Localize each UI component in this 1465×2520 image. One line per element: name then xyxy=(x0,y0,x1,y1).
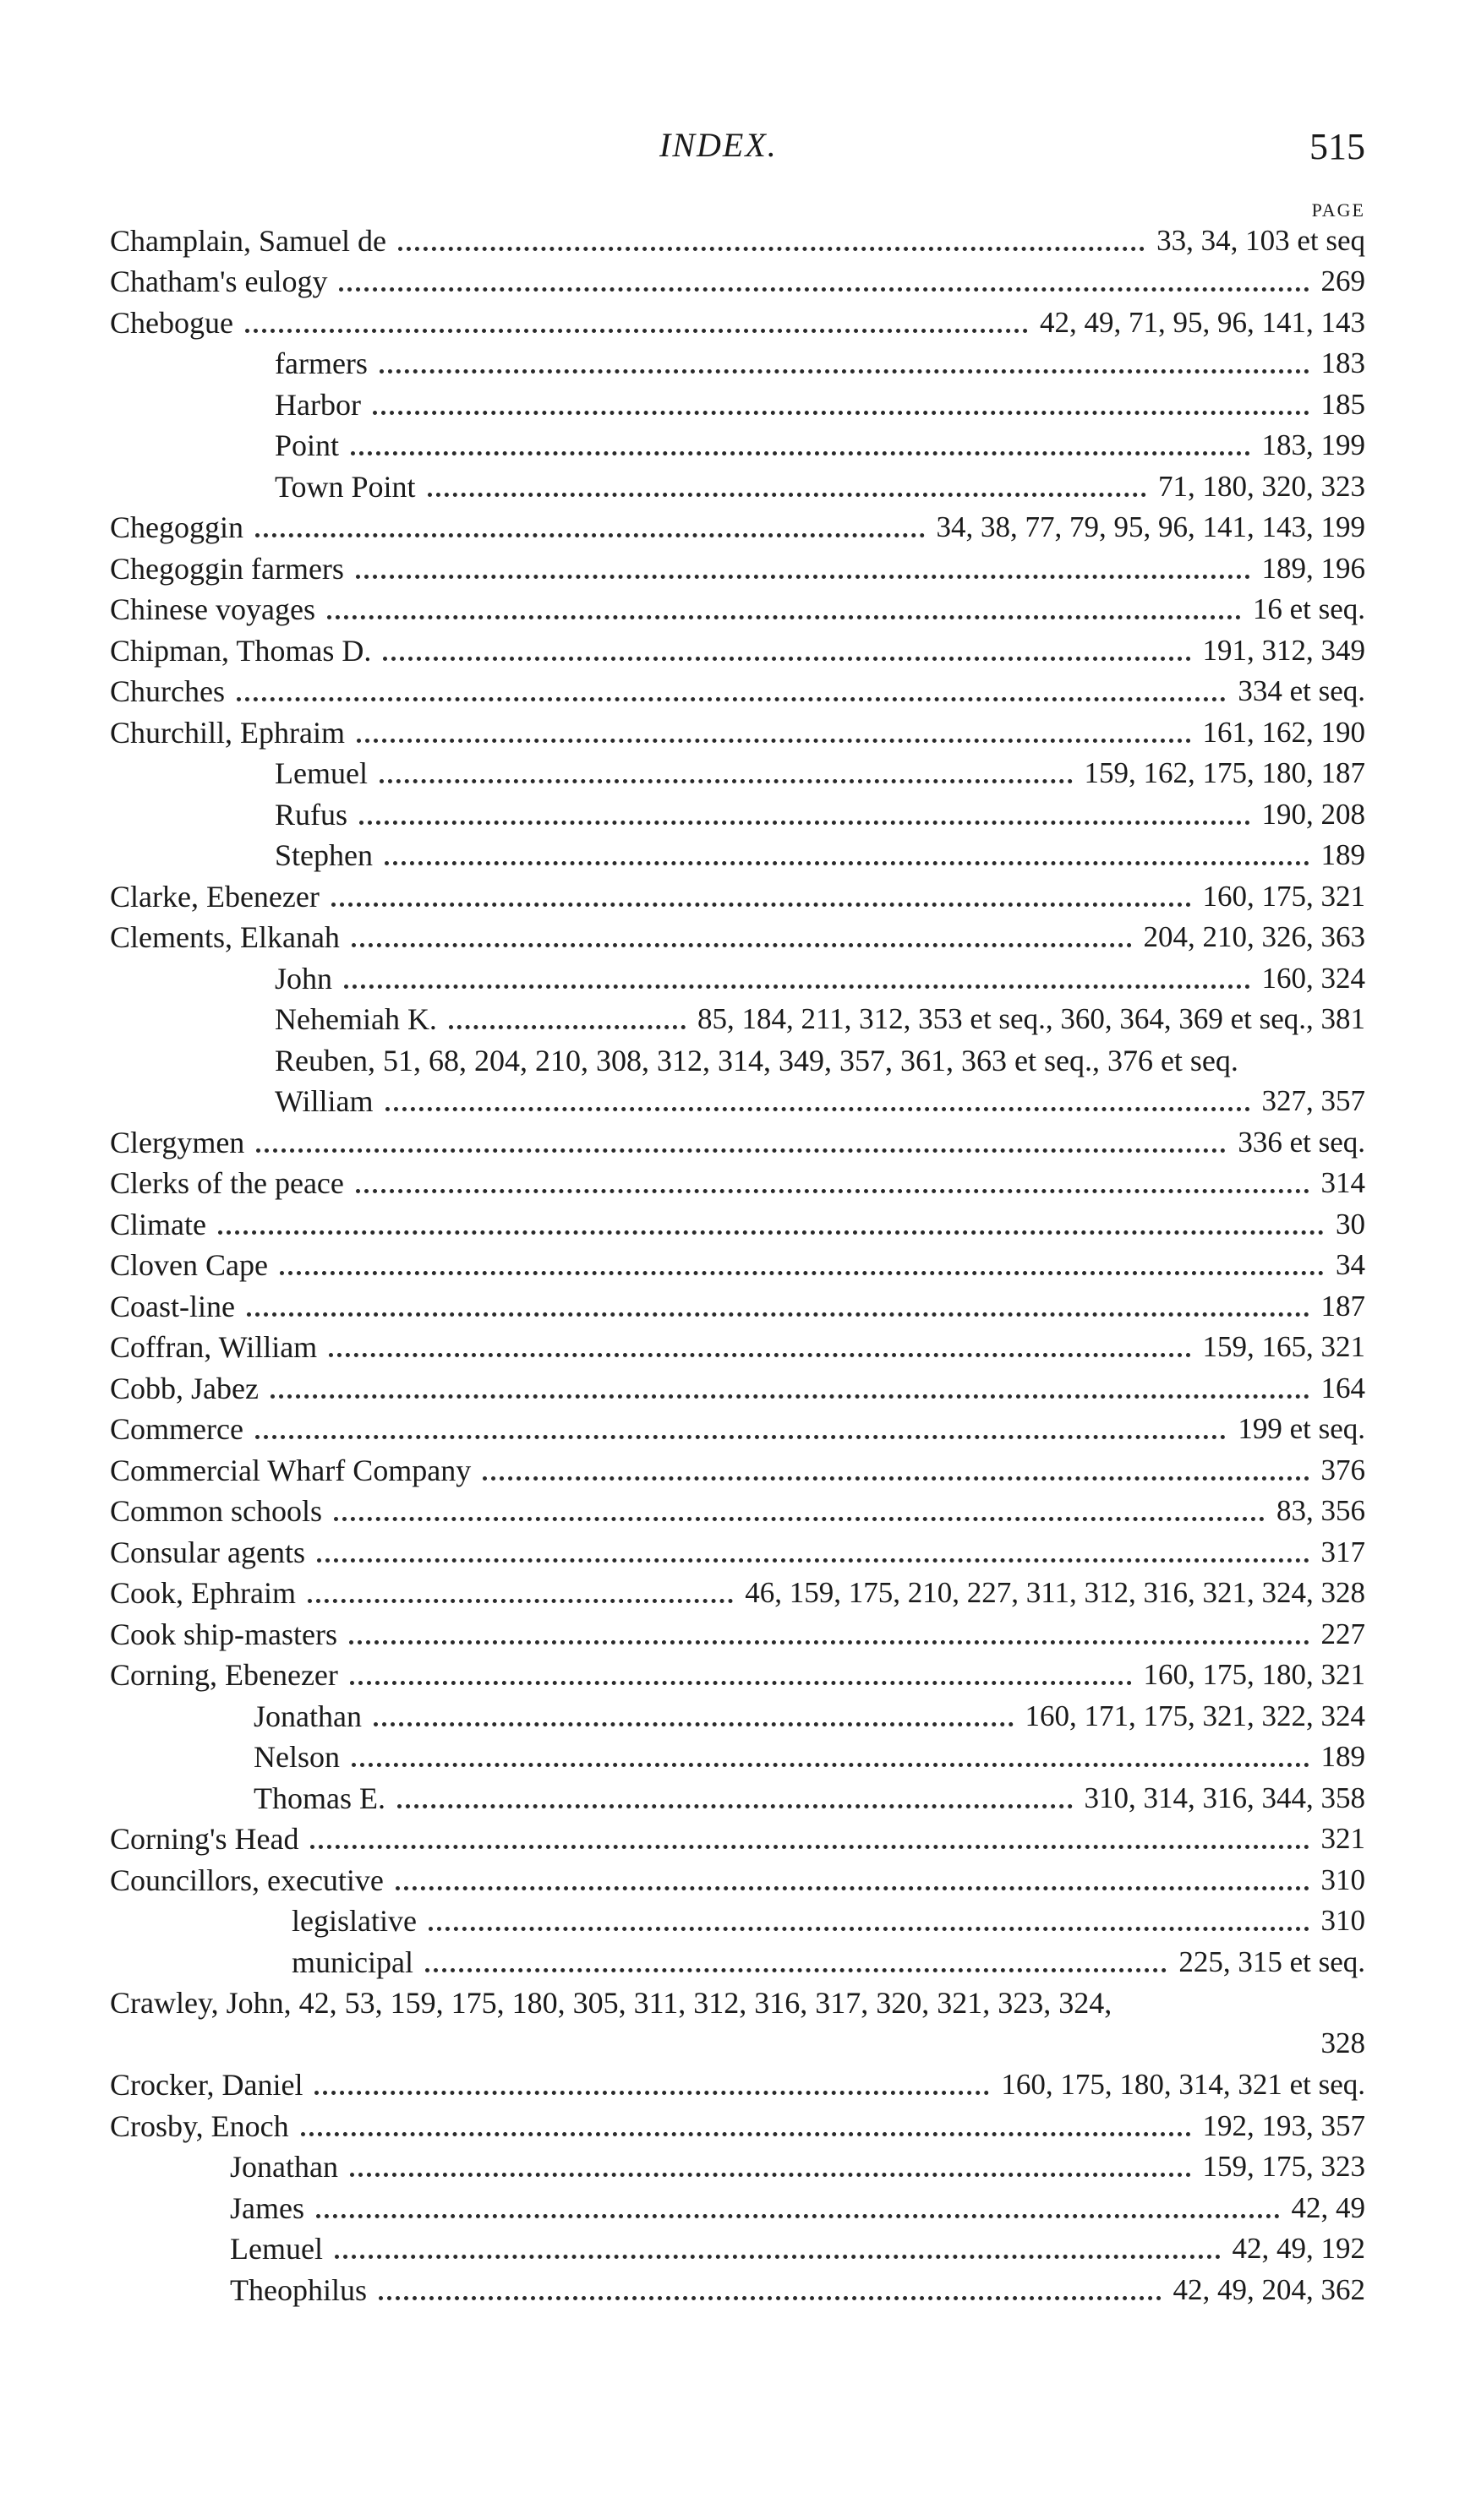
dot-leader xyxy=(247,1312,1309,1317)
index-entry-pages: 161, 162, 190 xyxy=(1202,715,1365,749)
index-entry-pages: 227 xyxy=(1320,1617,1365,1650)
index-entry xyxy=(0,382,1465,423)
index-entry-pages: 376 xyxy=(1320,1453,1365,1486)
index-entry xyxy=(0,669,1465,711)
dot-leader xyxy=(351,451,1249,455)
index-entry-pages: 42, 49, 71, 95, 96, 141, 143 xyxy=(1040,305,1365,339)
dot-leader xyxy=(373,411,1309,415)
index-entry xyxy=(0,915,1465,957)
index-entry xyxy=(0,1571,1465,1612)
dot-leader xyxy=(352,943,1132,947)
index-entry xyxy=(0,2145,1465,2186)
index-entry-name: Chegoggin farmers xyxy=(110,551,344,586)
dot-leader xyxy=(329,1353,1190,1357)
dot-leader xyxy=(256,1148,1226,1153)
index-entry-name: Champlain, Samuel de xyxy=(110,223,386,258)
index-entry-name: Commercial Wharf Company xyxy=(110,1453,472,1487)
dot-leader xyxy=(237,697,1226,701)
index-entry xyxy=(0,1775,1465,1817)
dot-leader xyxy=(327,615,1241,619)
index-entry-name: Cloven Cape xyxy=(110,1248,268,1282)
index-entry-name: Jonathan xyxy=(254,1699,362,1733)
index-entry-pages: 310 xyxy=(1320,1904,1365,1937)
index-entry-name: municipal xyxy=(292,1945,413,1979)
index-entry-name: Chinese voyages xyxy=(110,592,315,626)
index-entry-pages: 160, 175, 180, 314, 321 et seq. xyxy=(1001,2068,1365,2101)
dot-leader xyxy=(380,779,1073,783)
dot-leader xyxy=(344,985,1249,989)
index-entry-pages: 191, 312, 349 xyxy=(1202,633,1365,667)
index-entry xyxy=(0,1448,1465,1489)
dot-leader xyxy=(271,1394,1309,1399)
dot-leader xyxy=(308,1599,733,1603)
index-entry xyxy=(0,259,1465,301)
index-entry xyxy=(0,505,1465,547)
index-entry-name: Corning, Ebenezer xyxy=(110,1658,338,1692)
dot-leader xyxy=(429,1927,1309,1931)
dot-leader xyxy=(359,821,1249,825)
index-entry xyxy=(0,1407,1465,1448)
index-entry xyxy=(0,1243,1465,1285)
dot-leader xyxy=(425,1968,1167,1972)
index-entry-pages: 33, 34, 103 et seq xyxy=(1156,223,1365,257)
index-entry-pages: 225, 315 et seq. xyxy=(1178,1945,1365,1978)
page-number: 515 xyxy=(1309,126,1365,167)
index-entry-pages: 314 xyxy=(1320,1166,1365,1199)
index-entry-pages: 160, 175, 180, 321 xyxy=(1143,1658,1365,1691)
index-entry-name: Climate xyxy=(110,1207,206,1241)
dot-leader xyxy=(245,329,1028,333)
index-entry xyxy=(0,1202,1465,1243)
index-entry-name: Corning's Head xyxy=(110,1822,299,1856)
index-entry xyxy=(0,2227,1465,2268)
index-entry xyxy=(0,218,1465,259)
index-entry xyxy=(0,997,1465,1039)
index-entry-pages: 42, 49 xyxy=(1291,2190,1365,2224)
index-entry-name: Clarke, Ebenezer xyxy=(110,879,320,914)
index-entry-pages: 190, 208 xyxy=(1261,797,1365,831)
index-entry-pages: 204, 210, 326, 363 xyxy=(1143,920,1365,953)
index-entry xyxy=(0,464,1465,505)
page-title: INDEX. xyxy=(659,126,778,164)
dot-leader xyxy=(385,861,1309,865)
index-entry-name: Thomas E. xyxy=(254,1781,385,1815)
dot-leader xyxy=(310,1845,1309,1849)
index-entry-pages: 187 xyxy=(1320,1289,1365,1323)
index-entry-pages: 16 et seq. xyxy=(1252,592,1365,625)
index-entry xyxy=(0,2267,1465,2309)
index-entry-name: Crocker, Daniel xyxy=(110,2068,303,2102)
index-entry-name: Common schools xyxy=(110,1494,323,1528)
index-entry-name: Nelson xyxy=(254,1740,340,1774)
index-entry-name: farmers xyxy=(275,346,368,380)
index-entry-name: James xyxy=(230,2190,304,2225)
index-entry-pages: 159, 175, 323 xyxy=(1202,2150,1365,2183)
index-entry-name: Town Point xyxy=(275,469,416,504)
index-entry-name: Point xyxy=(275,428,340,462)
index-entry-name: John xyxy=(275,961,333,995)
index-entry-name: Clerks of the peace xyxy=(110,1166,344,1200)
dot-leader xyxy=(350,1681,1132,1685)
index-entry-pages: 159, 162, 175, 180, 187 xyxy=(1084,756,1365,789)
index-entry-pages: 160, 175, 321 xyxy=(1202,879,1365,913)
dot-leader xyxy=(316,2214,1280,2218)
index-entry-pages: 327, 357 xyxy=(1261,1084,1365,1117)
dot-leader xyxy=(255,1435,1226,1439)
index-entry-pages: 183 xyxy=(1320,346,1365,379)
dot-leader xyxy=(385,1107,1250,1111)
dot-leader xyxy=(339,287,1309,292)
index-entry-name: Cook ship-masters xyxy=(110,1617,337,1651)
index-entry xyxy=(0,2063,1465,2104)
index-entry-pages: 185 xyxy=(1320,387,1365,421)
index-entry xyxy=(0,833,1465,875)
dot-leader xyxy=(356,575,1250,579)
dot-leader xyxy=(449,1025,686,1029)
index-entry xyxy=(0,628,1465,669)
index-entry xyxy=(0,792,1465,833)
index-entry xyxy=(0,423,1465,465)
index-entry-name: Theophilus xyxy=(230,2272,367,2307)
index-entry xyxy=(0,1694,1465,1735)
dot-leader xyxy=(352,1763,1309,1767)
index-entry-pages: 321 xyxy=(1320,1822,1365,1855)
dot-leader xyxy=(428,493,1147,497)
index-entry-name: Cook, Ephraim xyxy=(110,1576,296,1610)
index-entry xyxy=(0,1366,1465,1407)
index-entry-pages: 164 xyxy=(1320,1371,1365,1405)
index-entry-pages: 85, 184, 211, 312, 353 et seq., 360, 364, 369 et seq., 381 xyxy=(697,1002,1365,1035)
index-entry-pages: 269 xyxy=(1320,265,1365,297)
index-entry-pages: 42, 49, 192 xyxy=(1232,2232,1365,2265)
index-entry-name: Rufus xyxy=(275,797,348,832)
index-entry-pages: 192, 193, 357 xyxy=(1202,2108,1365,2142)
index-entry-name: Lemuel xyxy=(275,756,368,790)
index-entry xyxy=(0,1735,1465,1776)
index-entry-name: Clergymen xyxy=(110,1125,245,1159)
index-entry xyxy=(0,587,1465,629)
index-entry-name: legislative xyxy=(292,1904,417,1938)
index-continuation: 328 xyxy=(1320,2026,1365,2059)
index-entry xyxy=(0,1284,1465,1325)
index-entry-pages: 189 xyxy=(1320,838,1365,871)
index-entry xyxy=(0,1489,1465,1530)
index-entry-pages: 71, 180, 320, 323 xyxy=(1158,469,1365,503)
dot-leader xyxy=(397,1804,1073,1808)
index-entry-pages: 183, 199 xyxy=(1261,428,1365,461)
dot-leader xyxy=(301,2132,1191,2136)
index-entry xyxy=(0,1899,1465,1940)
index-entry-pages: 310, 314, 316, 344, 358 xyxy=(1084,1781,1365,1814)
dot-leader xyxy=(379,2296,1162,2300)
index-entry-pages: 199 et seq. xyxy=(1238,1412,1365,1445)
dot-leader xyxy=(483,1476,1309,1481)
index-entry xyxy=(0,874,1465,915)
dot-leader xyxy=(218,1230,1324,1235)
index-entry-pages: 34, 38, 77, 79, 95, 96, 141, 143, 199 xyxy=(936,510,1365,543)
dot-leader xyxy=(396,1886,1309,1890)
dot-leader xyxy=(374,1722,1014,1726)
index-entry-pages: 160, 324 xyxy=(1261,961,1365,995)
index-entry xyxy=(0,1857,1465,1899)
index-entry xyxy=(0,300,1465,341)
index-entry-name: Chegoggin xyxy=(110,510,243,544)
index-entry-pages: 42, 49, 204, 362 xyxy=(1173,2272,1365,2306)
dot-leader xyxy=(350,2173,1191,2177)
index-entry-name: Commerce xyxy=(110,1412,243,1446)
dot-leader xyxy=(334,1517,1265,1521)
dot-leader xyxy=(398,247,1145,251)
index-entry xyxy=(0,1325,1465,1366)
index-entry xyxy=(0,1939,1465,1981)
dot-leader xyxy=(357,739,1191,743)
dot-leader xyxy=(356,1189,1309,1193)
index-entry-name: Nehemiah K. xyxy=(275,1002,437,1036)
dot-leader xyxy=(331,903,1191,907)
index-entry-pages: 34 xyxy=(1336,1248,1365,1281)
index-entry xyxy=(0,1653,1465,1694)
dot-leader xyxy=(317,1558,1309,1563)
index-entry xyxy=(0,1981,1465,2022)
index-entry xyxy=(0,1612,1465,1653)
index-entry xyxy=(0,1079,1465,1121)
index-entry-pages: 83, 356 xyxy=(1276,1494,1365,1527)
index-entry-name: Reuben, 51, 68, 204, 210, 308, 312, 314, 349, 357, 361, 363 et seq., 376 et seq. xyxy=(275,1043,1238,1077)
index-entry-pages: 189, 196 xyxy=(1261,551,1365,585)
dot-leader xyxy=(280,1271,1324,1275)
index-entry-name: Coast-line xyxy=(110,1289,235,1323)
index-entry-name: Crawley, John, 42, 53, 159, 175, 180, 305, 311, 312, 316, 317, 320, 321, 323, 324, xyxy=(110,1986,1112,2020)
index-entry-pages: 160, 171, 175, 321, 322, 324 xyxy=(1025,1699,1365,1732)
index-entry-name: Councillors, executive xyxy=(110,1863,384,1897)
index-entry xyxy=(0,2103,1465,2145)
index-entry-name: William xyxy=(275,1084,374,1118)
index-entry-name: Crosby, Enoch xyxy=(110,2108,289,2143)
dot-leader xyxy=(255,533,925,537)
index-entry-pages: 46, 159, 175, 210, 227, 311, 312, 316, 321, 324, 328 xyxy=(745,1576,1365,1609)
index-entry-name: Consular agents xyxy=(110,1535,305,1569)
index-entry-name: Churches xyxy=(110,674,225,708)
index-entry-name: Lemuel xyxy=(230,2232,323,2266)
index-entry xyxy=(0,1530,1465,1571)
index-entry xyxy=(0,2185,1465,2227)
index-entry-name: Chatham's eulogy xyxy=(110,265,328,298)
index-entry-name: Stephen xyxy=(275,838,373,872)
index-entry xyxy=(0,1161,1465,1203)
index-entry xyxy=(0,751,1465,793)
index-entry xyxy=(0,956,1465,997)
dot-leader xyxy=(314,2091,989,2095)
index-entry-name: Harbor xyxy=(275,387,361,422)
dot-leader xyxy=(380,369,1309,374)
index-entry-name: Clements, Elkanah xyxy=(110,920,340,954)
index-entry-pages: 189 xyxy=(1320,1740,1365,1773)
dot-leader xyxy=(383,657,1190,661)
index-entry-name: Coffran, William xyxy=(110,1330,318,1364)
index-entry xyxy=(0,546,1465,587)
index-entry-pages: 317 xyxy=(1320,1535,1365,1568)
index-entry-pages: 310 xyxy=(1320,1863,1365,1896)
index-entry-name: Cobb, Jabez xyxy=(110,1371,259,1405)
index-entry-pages: 334 et seq. xyxy=(1238,674,1365,707)
dot-leader xyxy=(349,1640,1309,1645)
index-entry xyxy=(0,1120,1465,1161)
index-entry xyxy=(0,1817,1465,1858)
index-entry-name: Jonathan xyxy=(230,2150,338,2184)
index-entry xyxy=(0,710,1465,751)
index-entry-name: Churchill, Ephraim xyxy=(110,715,345,750)
index-entry xyxy=(0,1038,1465,1079)
index-entry-pages: 336 et seq. xyxy=(1238,1125,1365,1159)
page-column-label: PAGE xyxy=(1311,199,1365,221)
index-entry-pages: 30 xyxy=(1336,1207,1365,1241)
index-entry xyxy=(0,341,1465,383)
index-entry-pages: 159, 165, 321 xyxy=(1202,1330,1365,1363)
index-entry-name: Chebogue xyxy=(110,305,233,340)
dot-leader xyxy=(335,2255,1221,2259)
index-entry-name: Chipman, Thomas D. xyxy=(110,633,372,668)
page-header xyxy=(0,125,1465,176)
